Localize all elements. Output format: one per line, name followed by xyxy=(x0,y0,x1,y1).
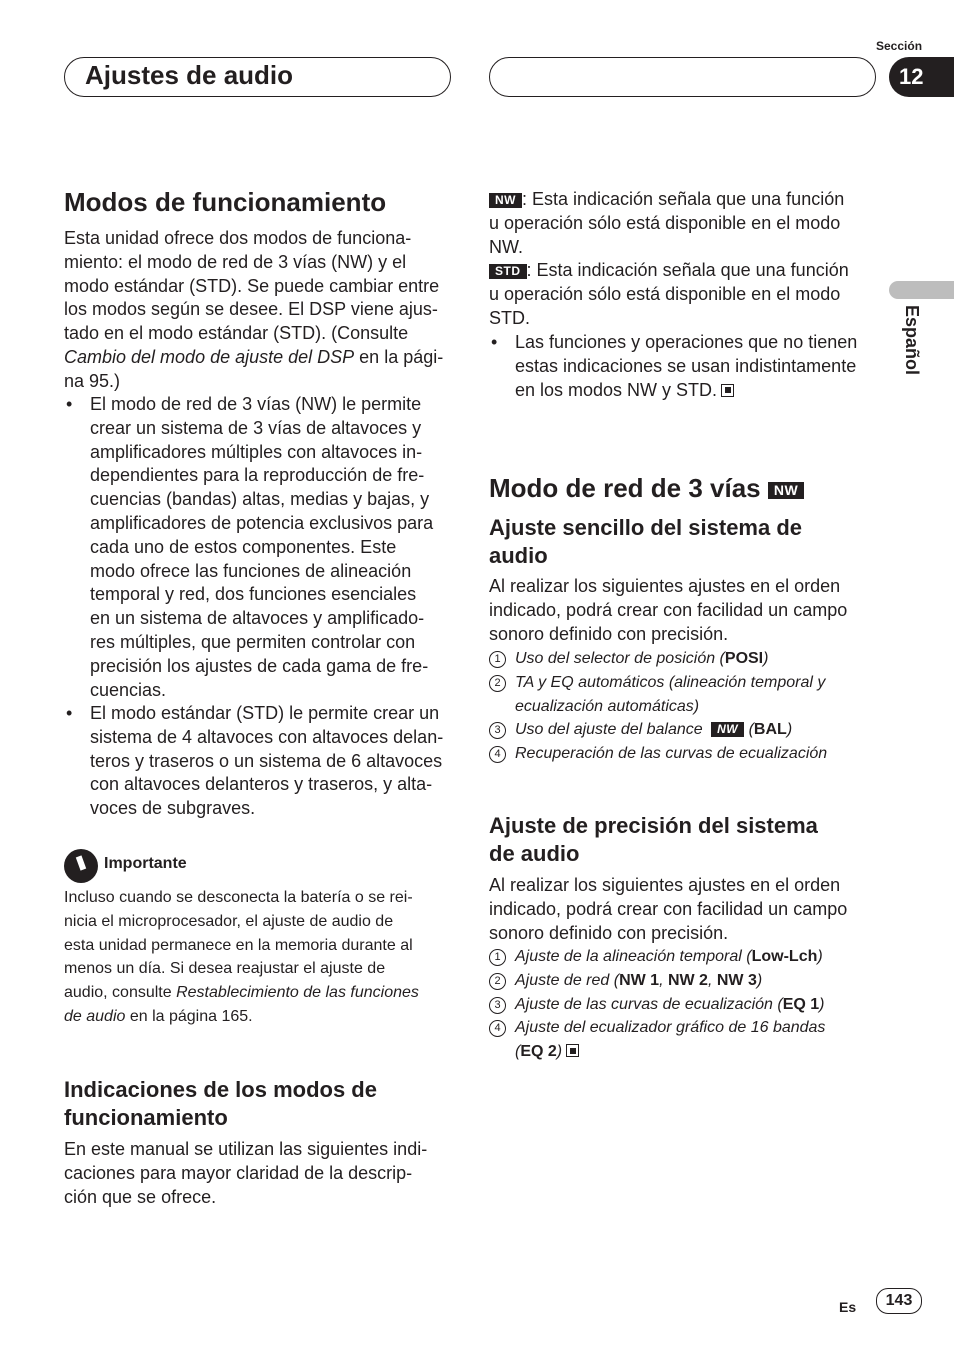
reference-italic: de audio xyxy=(64,1007,126,1025)
text-span: Ajuste de la alineación temporal xyxy=(515,948,742,965)
text-line: sistema de 4 altavoces con altavoces delan- xyxy=(90,726,444,747)
bullet-sin-indicacion xyxy=(489,331,907,402)
text-line: u operación sólo está disponible en el modo xyxy=(489,283,841,304)
text-line: amplificadores de potencia exclusivos para xyxy=(90,512,434,533)
text-line xyxy=(515,379,907,403)
text-line: ecualización automáticas) xyxy=(515,697,700,715)
text-line: Al realizar los siguientes ajustes en el orden xyxy=(489,875,841,895)
list-item: 1 Ajuste de la alineación temporal (Low-Lch) xyxy=(489,945,881,969)
header-blank-pill xyxy=(489,57,876,97)
bullet-nw xyxy=(64,393,480,702)
text-line: STD. xyxy=(489,307,531,328)
text-span: audio, consulte xyxy=(64,984,177,1002)
text-line: en un sistema de altavoces y amplificado- xyxy=(90,608,425,629)
section-number: 12 xyxy=(889,57,954,97)
nw-badge: NW xyxy=(768,482,804,499)
control-name: NW 1 xyxy=(619,971,660,989)
intro-paragraph xyxy=(64,227,454,394)
text-line: menos un día. Si desea reajustar el ajuste de xyxy=(64,960,386,978)
text-line: esta unidad permanece en la memoria durante al xyxy=(64,936,413,954)
text-line: sonoro definido con precisión. xyxy=(489,623,729,644)
step-number-icon: 2 xyxy=(489,973,506,990)
list-item xyxy=(489,671,881,719)
text-line: modo estándar (STD). Se puede cambiar entre xyxy=(64,275,440,296)
text-line: temporal y red, dos funciones esenciales xyxy=(90,584,417,605)
text-span: en la pági- xyxy=(354,346,444,367)
bullet-std xyxy=(64,702,480,821)
step-number-icon: 4 xyxy=(489,746,506,763)
text-span: : Esta indicación señala que una función xyxy=(522,189,845,209)
text-line: estas indicaciones se usan indistintamente xyxy=(515,355,857,376)
text-line: na 95.) xyxy=(64,370,121,391)
text-line: Esta unidad ofrece dos modos de funciona- xyxy=(64,228,412,248)
control-name: Low-Lch xyxy=(751,948,818,965)
end-mark-icon xyxy=(721,384,734,397)
heading-line: de audio xyxy=(489,841,580,866)
text-line: ción que se ofrece. xyxy=(64,1186,217,1207)
text-line: TA y EQ automáticos (alineación temporal y xyxy=(515,673,826,691)
control-name: EQ 2 xyxy=(520,1043,557,1061)
sencillo-text xyxy=(489,575,881,646)
text-line: cada uno de estos componentes. Este xyxy=(90,536,397,557)
end-mark-icon xyxy=(566,1044,579,1057)
control-name: POSI xyxy=(724,650,764,667)
text-line: • Las funciones y operaciones que no tienen xyxy=(515,332,858,352)
section-title: Ajustes de audio xyxy=(85,60,294,90)
step-number-icon: 4 xyxy=(489,1020,506,1037)
importante-icon xyxy=(64,849,98,883)
heading-line: Ajuste de precisión del sistema xyxy=(489,813,818,838)
list-item xyxy=(489,1016,881,1064)
importante-text xyxy=(64,886,454,1029)
indicaciones-text xyxy=(64,1138,454,1209)
text-span: Uso del ajuste del balance xyxy=(515,721,703,739)
text-line: Incluso cuando se desconecta la batería o se rei- xyxy=(64,889,413,906)
text-line xyxy=(489,188,881,212)
text-span: en la página 165. xyxy=(125,1007,253,1025)
heading-text: Modo de red de 3 vías xyxy=(489,473,761,503)
text-line: En este manual se utilizan las siguientes indi- xyxy=(64,1139,428,1159)
heading-line: audio xyxy=(489,543,548,568)
text-line: NW. xyxy=(489,236,523,257)
step-number-icon: 3 xyxy=(489,997,506,1014)
text-span: Ajuste de las curvas de ecualización xyxy=(515,995,773,1013)
text-line: crear un sistema de 3 vías de altavoces y xyxy=(90,417,422,438)
text-line: amplificadores múltiples con altavoces in- xyxy=(90,441,423,462)
text-line xyxy=(489,259,881,283)
text-line: miento: el modo de red de 3 vías (NW) y el xyxy=(64,251,407,272)
text-span: Ajuste de red xyxy=(515,971,610,989)
heading-red-3-vias xyxy=(489,473,804,503)
text-line: sonoro definido con precisión. xyxy=(489,922,729,943)
std-definition xyxy=(489,259,881,330)
text-span: Uso del selector de posición xyxy=(515,650,716,667)
control-name: NW 3 xyxy=(716,971,757,989)
text-span: : Esta indicación señala que una función xyxy=(526,260,849,280)
step-number-icon: 2 xyxy=(489,675,506,692)
text-line: • El modo de red de 3 vías (NW) le permite xyxy=(90,394,422,414)
text-line: Al realizar los siguientes ajustes en el orden xyxy=(489,576,841,596)
text-line: res múltiples, que permiten controlar con xyxy=(90,631,416,652)
text-line xyxy=(64,1005,454,1029)
text-line: modo ofrece las funciones de alineación xyxy=(90,560,412,581)
text-line: dependientes para la reproducción de fre- xyxy=(90,465,425,486)
text-line: u operación sólo está disponible en el modo xyxy=(489,212,841,233)
text-line: cuencias (bandas) altas, medias y bajas, y xyxy=(90,489,430,510)
nw-badge: NW xyxy=(711,722,744,737)
heading-line: Indicaciones de los modos de xyxy=(64,1077,377,1102)
text-line: indicado, podrá crear con facilidad un campo xyxy=(489,898,848,919)
list-item: 3 Uso del ajuste del balance NW (BAL) xyxy=(489,718,881,742)
list-item: 2 Ajuste de red (NW 1, NW 2, NW 3) xyxy=(489,969,881,993)
sencillo-steps xyxy=(489,647,881,766)
text-line: voces de subgraves. xyxy=(90,798,256,819)
text-span: Recuperación de las curvas de ecualización xyxy=(515,745,828,763)
std-badge: STD xyxy=(489,264,527,279)
control-name: EQ 1 xyxy=(782,995,820,1013)
language-tab xyxy=(889,281,954,299)
text-line: Ajuste del ecualizador gráfico de 16 bandas xyxy=(515,1019,826,1037)
section-title-pill xyxy=(64,57,451,97)
heading-line: funcionamiento xyxy=(64,1105,228,1130)
heading-ajuste-precision xyxy=(489,812,818,868)
heading-ajuste-sencillo xyxy=(489,514,802,570)
precision-text xyxy=(489,874,881,945)
reference-italic: Restablecimiento de las funciones xyxy=(176,984,419,1002)
text-line: caciones para mayor claridad de la descrip- xyxy=(64,1162,413,1183)
text-line xyxy=(64,346,454,370)
step-number-icon: 3 xyxy=(489,722,506,739)
list-item: 3 Ajuste de las curvas de ecualización (EQ 1) xyxy=(489,993,881,1017)
text-span: en los modos NW y STD. xyxy=(515,379,718,400)
heading-line: Ajuste sencillo del sistema de xyxy=(489,515,803,540)
step-number-icon: 1 xyxy=(489,651,506,668)
control-name: BAL xyxy=(753,721,787,739)
step-number-icon: 1 xyxy=(489,949,506,966)
nw-badge: NW xyxy=(489,193,522,208)
text-line: tado en el modo estándar (STD). (Consulte xyxy=(64,323,409,344)
precision-steps xyxy=(489,945,881,1064)
nw-definition xyxy=(489,188,881,259)
text-line: cuencias. xyxy=(90,679,167,700)
text-line: nicia el microprocesador, el ajuste de audio de xyxy=(64,912,394,930)
language-label: Español xyxy=(902,305,922,376)
page-number: 143 xyxy=(876,1288,922,1314)
heading-indicaciones xyxy=(64,1076,377,1132)
text-line: • El modo estándar (STD) le permite crear un xyxy=(90,703,440,723)
text-line: con altavoces delanteros y traseros, y alta- xyxy=(90,774,433,795)
text-line: teros y traseros o un sistema de 6 altavoces xyxy=(90,750,443,771)
section-label: Sección xyxy=(876,39,923,53)
text-line: precisión los ajustes de cada gama de fre- xyxy=(90,655,429,676)
heading-modos: Modos de funcionamiento xyxy=(64,187,387,217)
footer-language: Es xyxy=(839,1299,857,1315)
importante-label: Importante xyxy=(104,855,187,872)
text-line xyxy=(64,981,454,1005)
text-line: los modos según se desee. El DSP viene ajus- xyxy=(64,299,438,320)
list-item xyxy=(489,742,881,766)
reference-italic: Cambio del modo de ajuste del DSP xyxy=(64,346,355,367)
text-line: (EQ 2) xyxy=(515,1040,881,1064)
control-name: NW 2 xyxy=(667,971,708,989)
list-item: 1 Uso del selector de posición (POSI) xyxy=(489,647,881,671)
text-line: indicado, podrá crear con facilidad un campo xyxy=(489,599,848,620)
